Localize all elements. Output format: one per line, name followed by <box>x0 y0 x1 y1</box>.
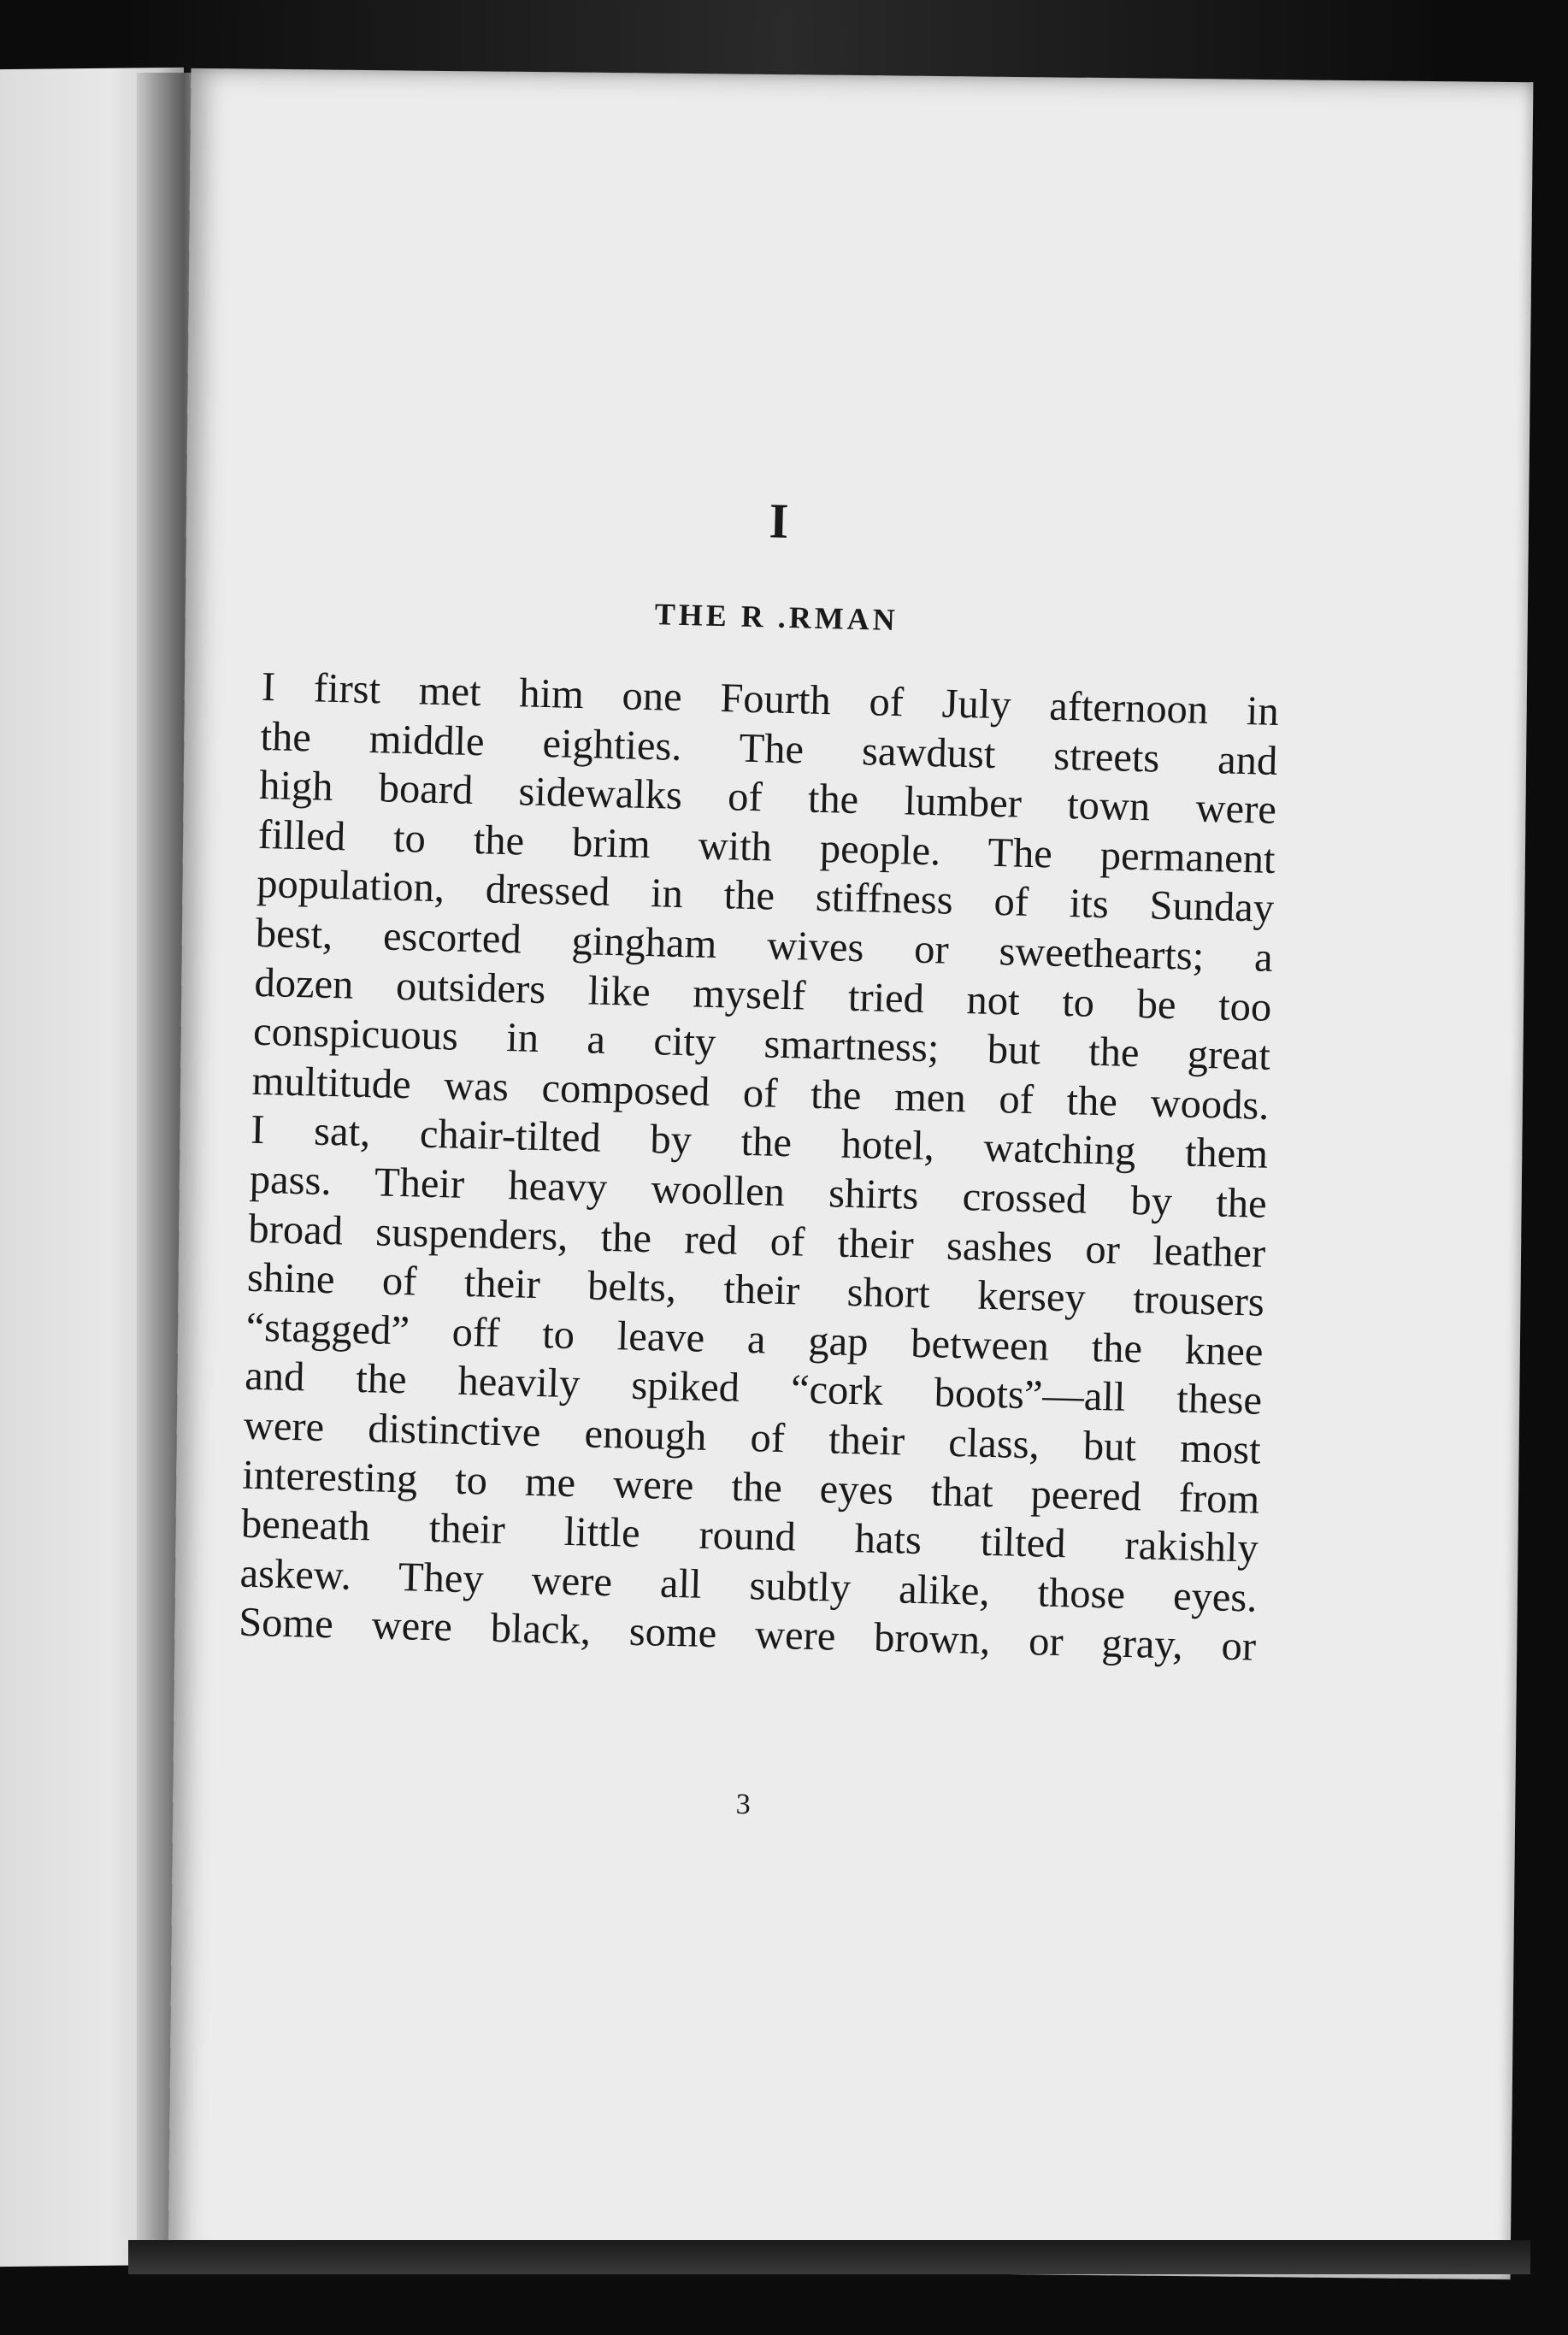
text-line: population, dressed in the stiffness of its Sunday <box>256 861 1275 932</box>
text-line: dozen outsiders like myself tried not to be too <box>253 959 1272 1030</box>
text-line: and the heavily spiked “cork boots”—all these <box>244 1353 1263 1424</box>
text-line: best, escorted gingham wives or sweethearts; a <box>255 910 1274 981</box>
chapter-title: THE R .RMAN <box>654 597 899 638</box>
text-line: I first met him one Fourth of July afternoon in <box>261 663 1280 734</box>
text-line: were distinctive enough of their class, but most <box>243 1402 1262 1473</box>
text-line: I sat, chair-tilted by the hotel, watching them <box>250 1107 1269 1178</box>
chapter-number: I <box>768 492 790 549</box>
text-line: “stagged” off to leave a gap between the knee <box>245 1304 1264 1375</box>
text-line: broad suspenders, the red of their sashes or leather <box>247 1206 1266 1277</box>
text-line: conspicuous in a city smartness; but the great <box>252 1008 1271 1080</box>
page-number: 3 <box>735 1788 752 1821</box>
text-line: the middle eighties. The sawdust streets and <box>259 713 1278 784</box>
text-line: askew. They were all subtly alike, those eyes. <box>239 1550 1259 1621</box>
text-line: pass. Their heavy woollen shirts crossed by the <box>249 1156 1268 1227</box>
text-line: Some were black, some were brown, or gray, or <box>238 1599 1257 1670</box>
page-bottom-edge <box>128 2240 1530 2274</box>
body-paragraph <box>239 663 1280 1672</box>
text-line: shine of their belts, their short kersey trousers <box>246 1254 1265 1325</box>
text-line: beneath their little round hats tilted rakishly <box>240 1501 1259 1571</box>
text-line: high board sidewalks of the lumber town were <box>258 763 1277 834</box>
text-line: multitude was composed of the men of the woods. <box>251 1058 1270 1129</box>
text-line: interesting to me were the eyes that peered from <box>241 1452 1260 1523</box>
text-line: filled to the brim with people. The permanent <box>257 811 1276 882</box>
